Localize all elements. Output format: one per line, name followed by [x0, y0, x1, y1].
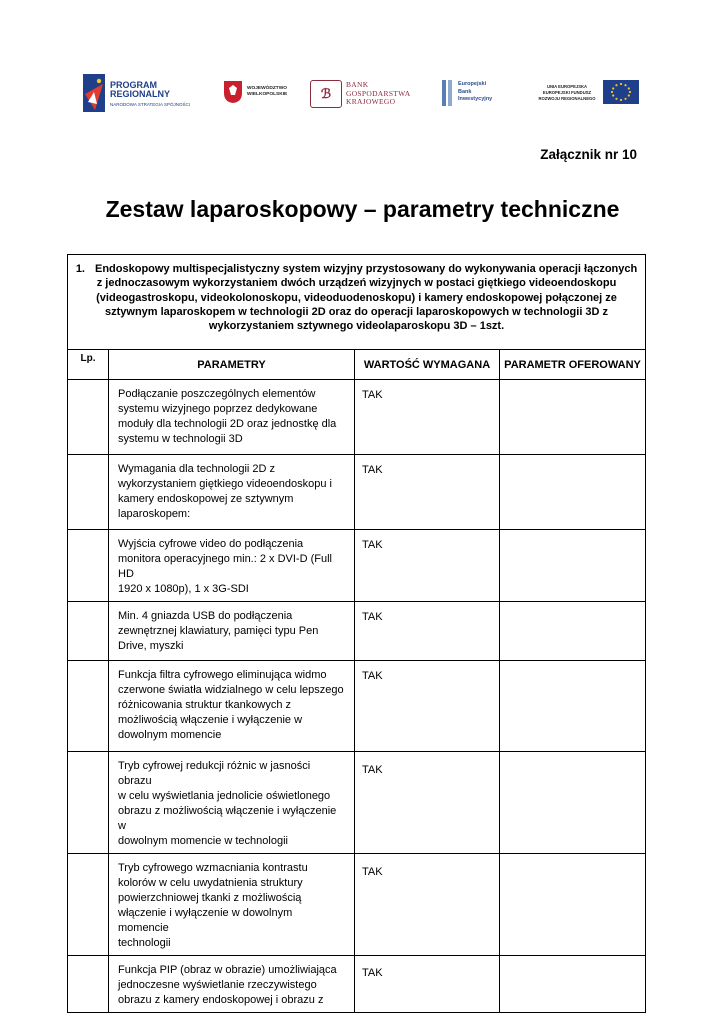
parameter-line: Wyjścia cyfrowe video do podłączenia: [118, 538, 304, 550]
parameter-cell: [109, 530, 355, 602]
table-row: [68, 661, 646, 752]
offered-value-cell[interactable]: [500, 661, 646, 752]
table-row: [68, 854, 646, 956]
eib-emblem-icon: [442, 80, 456, 106]
table-row: [68, 455, 646, 530]
parameter-cell: [109, 380, 355, 455]
logo-bar: [80, 72, 640, 116]
intro-line-3: (videogastroskopu, videokolonoskopu, videoduodenoskopu) i kamery endoskopowej połączonej ze: [96, 291, 617, 304]
offered-value-cell[interactable]: [500, 752, 646, 854]
parameter-line: Tryb cyfrowego wzmacniania kontrastu: [118, 862, 308, 874]
page-title: Zestaw laparoskopowy – parametry techniczne: [105, 196, 620, 222]
parameter-line: technologii: [118, 937, 171, 949]
bgk-line-3: KRAJOWEGO: [346, 97, 396, 106]
eu-line-2: EUROPEJSKI FUNDUSZ: [542, 90, 592, 95]
intro-row: [68, 255, 646, 350]
parameter-line: dowolnym momencie: [118, 729, 222, 741]
program-line-2: REGIONALNY: [110, 89, 171, 99]
annex-label: Załącznik nr 10: [540, 147, 637, 162]
parameter-line: Funkcja filtra cyfrowego eliminująca widmo: [118, 669, 327, 681]
required-value: TAK: [355, 752, 500, 854]
table-row: [68, 752, 646, 854]
parameter-line: Podłączanie poszczególnych elementów: [118, 388, 316, 400]
table-row: [68, 380, 646, 455]
required-value: TAK: [355, 956, 500, 1013]
offered-value-cell[interactable]: [500, 380, 646, 455]
parameter-line: włączenie i wyłączenie w dowolnym momencie: [118, 907, 293, 934]
table-row: [68, 602, 646, 661]
parameter-line: w celu wyświetlania jednolicie oświetlonego: [118, 790, 331, 802]
intro-line-2: z jednoczasowym wykorzystaniem dwóch urządzeń wizyjnych w postaci giętkiego videoendoskopu: [96, 277, 617, 290]
offered-value-cell[interactable]: [500, 455, 646, 530]
parameter-line: obrazu z możliwością włączenie i wyłączenie w: [118, 805, 337, 832]
eib-line-1: Europejski: [458, 81, 487, 87]
eib-line-3: Inwestycyjny: [458, 96, 493, 102]
program-regionalny-emblem-icon: [83, 74, 105, 112]
header-row: [68, 350, 646, 380]
wojewodztwo-line-1: WOJEWÓDZTWO: [247, 86, 287, 91]
bgk-line-1: BANK: [346, 80, 369, 89]
lp-cell: [68, 956, 109, 1013]
parameters-table: [67, 254, 646, 1013]
program-regionalny-logo: [80, 72, 195, 116]
parameter-line: możliwością włączenie i wyłączenie w: [118, 714, 303, 726]
table-row: [68, 956, 646, 1013]
lp-cell: [68, 752, 109, 854]
program-subtitle: NARODOWA STRATEGIA SPÓJNOŚCI: [110, 102, 191, 107]
header-lp: Lp.: [68, 350, 109, 380]
required-value: TAK: [355, 530, 500, 602]
bgk-logo: [310, 72, 420, 116]
lp-cell: [68, 380, 109, 455]
parameter-line: jednoczesne wyświetlanie rzeczywistego: [118, 979, 317, 991]
parameter-line: Wymagania dla technologii 2D z: [118, 463, 276, 475]
eib-line-2: Bank: [458, 88, 472, 95]
required-value: TAK: [355, 661, 500, 752]
eu-line-1: UNIA EUROPEJSKA: [546, 84, 588, 89]
required-value: TAK: [355, 380, 500, 455]
offered-value-cell[interactable]: [500, 854, 646, 956]
offered-value-cell[interactable]: [500, 530, 646, 602]
wojewodztwo-logo: [223, 72, 288, 116]
required-value: TAK: [355, 455, 500, 530]
bgk-line-2: GOSPODARSTWA: [346, 88, 411, 98]
lp-cell: [68, 661, 109, 752]
parameter-line: systemu wizyjnego poprzez dedykowane: [118, 403, 318, 415]
parameter-line: Tryb cyfrowej redukcji różnic w jasności obrazu: [118, 760, 311, 787]
header-oferowany: PARAMETR OFEROWANY: [500, 350, 646, 380]
table-row: [68, 530, 646, 602]
parameter-cell: [109, 854, 355, 956]
offered-value-cell[interactable]: [500, 602, 646, 661]
coat-of-arms-icon: [223, 80, 243, 104]
parameter-line: zewnętrznej klawiatury, pamięci typu Pen: [118, 625, 319, 637]
parameter-line: Drive, myszki: [118, 640, 184, 652]
parameter-line: monitora operacyjnego min.: 2 x DVI-D (Full HD: [118, 553, 332, 580]
parameter-line: czerwone światła widzialnego w celu lepszego: [118, 684, 344, 696]
parameter-line: 1920 x 1080p), 1 x 3G-SDI: [118, 583, 249, 595]
parameter-cell: [109, 752, 355, 854]
intro-cell: [68, 255, 646, 350]
header-parametry: PARAMETRY: [109, 350, 355, 380]
required-value: TAK: [355, 602, 500, 661]
parameter-line: kamery endoskopowej ze sztywnym: [118, 493, 294, 505]
parameter-line: moduły dla technologii 2D oraz jednostkę dla: [118, 418, 337, 430]
wojewodztwo-line-2: WIELKOPOLSKIE: [247, 92, 288, 97]
parameter-cell: [109, 661, 355, 752]
parameter-line: dowolnym momencie w technologii: [118, 835, 288, 847]
eu-logo: [535, 72, 641, 116]
lp-cell: [68, 455, 109, 530]
eu-line-3: ROZWOJU REGIONALNEGO: [538, 96, 596, 101]
parameter-line: Min. 4 gniazda USB do podłączenia: [118, 610, 293, 622]
parameter-line: kolorów w celu uwydatnienia struktury: [118, 877, 303, 889]
intro-number: 1.: [75, 263, 85, 275]
parameter-line: różnicowania struktur tkankowych z: [118, 699, 292, 711]
lp-cell: [68, 530, 109, 602]
offered-value-cell[interactable]: [500, 956, 646, 1013]
parameter-line: wykorzystaniem giętkiego videoendoskopu i: [118, 478, 333, 490]
bgk-monogram-icon: ℬ: [310, 80, 342, 108]
program-line-1: PROGRAM: [110, 80, 157, 90]
parameter-cell: [109, 956, 355, 1013]
parameter-line: Funkcja PIP (obraz w obrazie) umożliwiająca: [118, 964, 337, 976]
parameter-cell: [109, 602, 355, 661]
required-value: TAK: [355, 854, 500, 956]
parameter-line: systemu w technologii 3D: [118, 433, 243, 445]
parameter-line: laparoskopem:: [118, 508, 191, 520]
intro-line-1: Endoskopowy multispecjalistyczny system wizyjny przystosowany do wykonywania operacji łączonych: [95, 263, 638, 275]
eu-flag-icon: [603, 80, 639, 104]
eib-logo: [442, 72, 514, 116]
lp-cell: [68, 854, 109, 956]
lp-cell: [68, 602, 109, 661]
header-wartosc: WARTOŚĆ WYMAGANA: [355, 350, 500, 380]
intro-line-4: sztywnym laparoskopem w technologii 2D oraz do operacji laparoskopowych w technologii 3D z: [105, 305, 609, 318]
intro-line-5: wykorzystaniem sztywnego videolaparoskopu 3D – 1szt.: [208, 320, 505, 333]
parameter-line: obrazu z kamery endoskopowej i obrazu z: [118, 994, 324, 1006]
parameter-cell: [109, 455, 355, 530]
parameter-line: powierzchniowej tkanki z możliwością: [118, 892, 302, 904]
